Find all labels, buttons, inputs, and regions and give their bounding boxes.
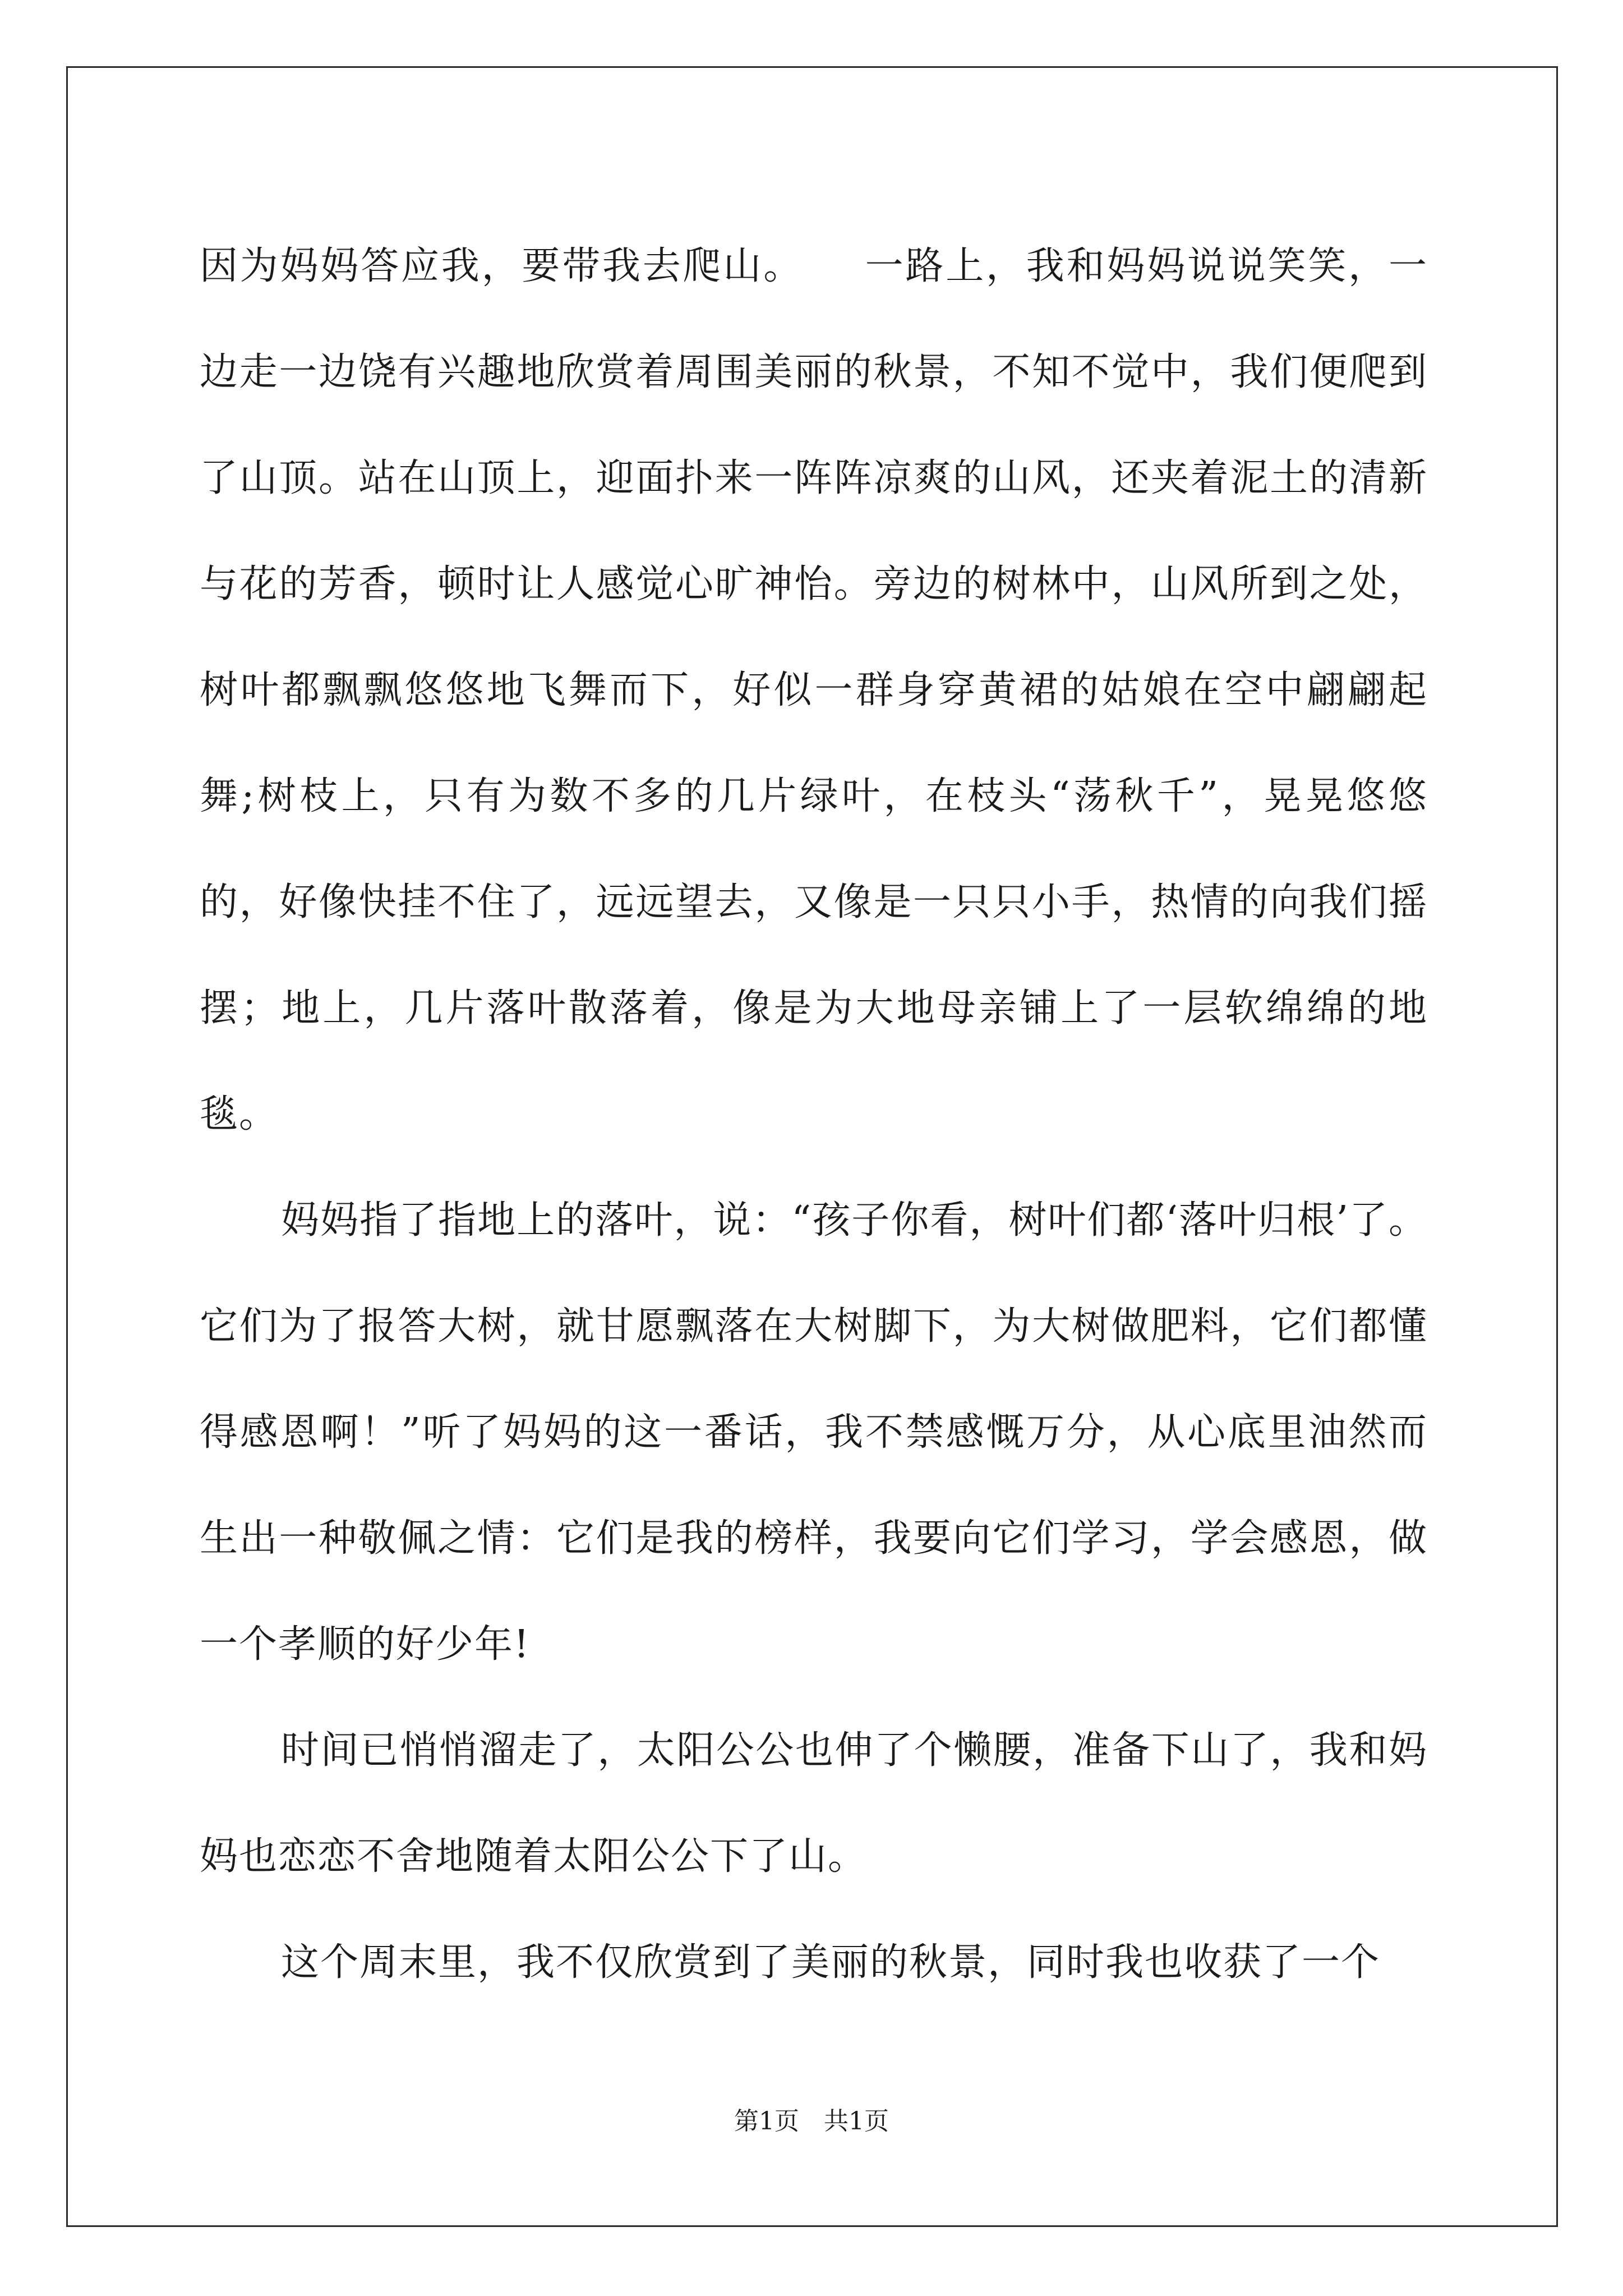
paragraph-3: 时间已悄悄溜走了，太阳公公也伸了个懒腰，准备下山了，我和妈妈也恋恋不舍地随着太阳公公下了山。	[200, 1728, 1428, 1879]
paragraph-2: 妈妈指了指地上的落叶，说：“孩子你看，树叶们都‘落叶归根’了。它们为了报答大树，就甘愿飘落在大树脚下，为大树做肥料，它们都懂得感恩啊！”听了妈妈的这一番话，我不禁感慨万分，从心底里油然而生出一种敬佩之情：它们是我的榜样，我要向它们学习，学会感恩，做一个孝顺的好少年!	[200, 1198, 1428, 1667]
paragraph-4: 这个周末里，我不仅欣赏到了美丽的秋景，同时我也收获了一个	[281, 1940, 1381, 1985]
document-body	[200, 213, 1428, 2016]
paragraph-1: 因为妈妈答应我，要带我去爬山。 一路上，我和妈妈说说笑笑，一边走一边饶有兴趣地欣赏着周围美丽的秋景，不知不觉中，我们便爬到了山顶。站在山顶上，迎面扑来一阵阵凉爽的山风，还夹着泥土的清新与花的芳香，顿时让人感觉心旷神怡。旁边的树林中，山风所到之处，树叶都飘飘悠悠地飞舞而下，好似一群身穿黄裙的姑娘在空中翩翩起舞;树枝上，只有为数不多的几片绿叶，在枝头“荡秋千”，晃晃悠悠的，好像快挂不住了，远远望去，又像是一只只小手，热情的向我们摇摆；地上，几片落叶散落着，像是为大地母亲铺上了一层软绵绵的地毯。	[200, 244, 1428, 1137]
page-footer: 第1页 共1页	[734, 2107, 889, 2136]
